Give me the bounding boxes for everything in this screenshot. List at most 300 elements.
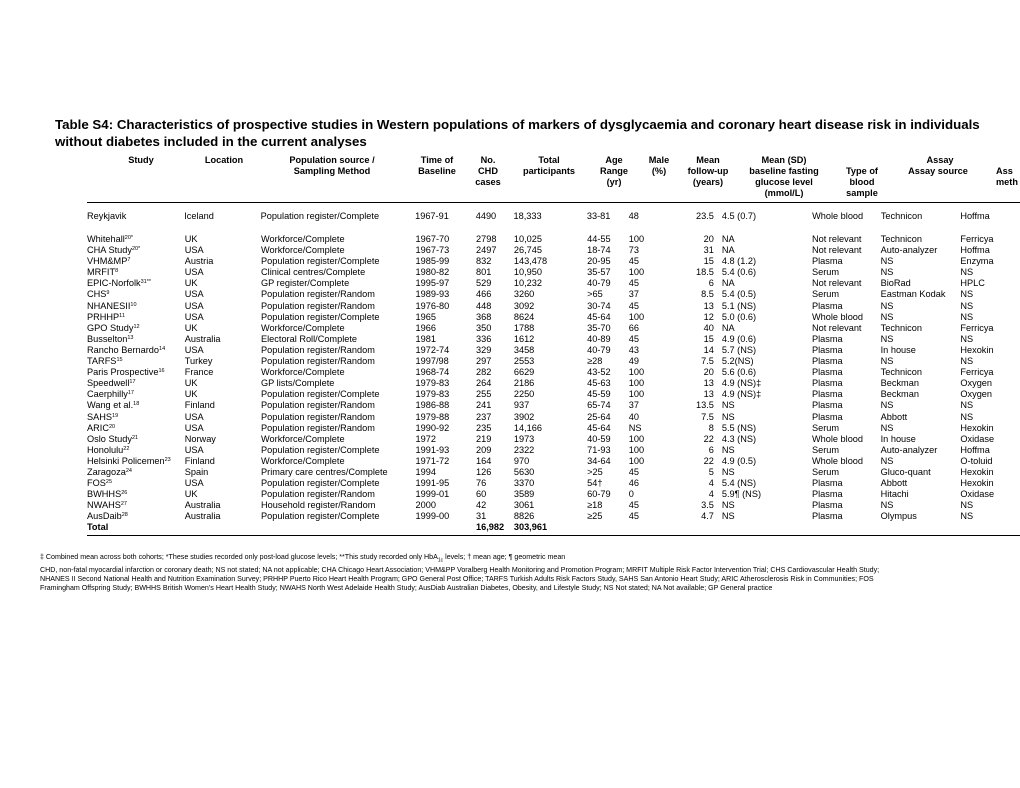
cell-total: 2250 xyxy=(513,389,535,400)
cell-location: UK xyxy=(184,278,198,289)
cell-chd: 241 xyxy=(476,400,492,411)
cell-chd: 801 xyxy=(476,267,492,278)
cell-total: 5630 xyxy=(513,466,535,477)
cell-chd: 2497 xyxy=(476,245,497,256)
cell-age: 18-74 xyxy=(587,245,611,256)
cell-followup: 13 xyxy=(703,389,714,400)
cell-study: $VHM\&MP^7$ xyxy=(87,256,131,267)
cell-age: 60-79 xyxy=(587,489,611,500)
cell-time: 1991-95 xyxy=(415,478,450,489)
cell-population: Electoral Roll/Complete xyxy=(261,333,358,344)
footnotes xyxy=(40,553,1015,594)
cell-study: NHANESII$^{10}$ xyxy=(87,300,137,311)
cell-glucose: 5.9¶ (NS) xyxy=(721,489,762,500)
cell-population: Population register/Complete xyxy=(261,256,380,267)
cell-glucose: NS xyxy=(721,411,735,422)
cell-source: In house xyxy=(880,344,916,355)
cell-population: Population register/Complete xyxy=(261,478,380,489)
cell-source: Beckman xyxy=(880,378,919,389)
cell-study: NWAHS$^{27}$ xyxy=(87,500,127,511)
header-study: Study xyxy=(128,155,154,165)
cell-time: 1999-00 xyxy=(415,511,450,522)
cell-chd: 219 xyxy=(476,433,492,444)
cell-glucose: 5.4 (0.5) xyxy=(721,289,757,300)
empty-cell xyxy=(881,522,961,533)
cell-male: 100 xyxy=(628,389,645,400)
cell-followup: 13 xyxy=(703,300,714,311)
cell-population: Primary care centres/Complete xyxy=(261,466,388,477)
cell-time: 1965 xyxy=(415,311,436,322)
cell-location: USA xyxy=(184,289,204,300)
cell-chd: 31 xyxy=(476,511,487,522)
cell-total: 1612 xyxy=(513,333,535,344)
cell-population: Population register/Complete xyxy=(260,211,380,221)
empty-cell xyxy=(416,522,477,533)
cell-source: Olympus xyxy=(880,511,917,522)
cell-study: Rancho Bernardo$^{14}$ xyxy=(87,344,166,355)
table-row xyxy=(87,334,1020,345)
cell-glucose: NS xyxy=(721,500,735,511)
cell-male: 45 xyxy=(628,511,640,522)
cell-age: 44-55 xyxy=(587,234,611,244)
cell-male: 46 xyxy=(628,478,640,489)
cell-age: >25 xyxy=(587,466,603,477)
studies-table xyxy=(87,234,1020,534)
footnote-abbreviations-1: CHD, non-fatal myocardial infarction or coronary death; NS not stated; NA not applicable; CHA Chicago Heart Association; VHM&PP Voralberg Health Monitoring and Promotion Program; MRFIT Multiple Risk Factor Intervention Trial; CHS Cardiovascular Health Study; xyxy=(40,565,880,574)
cell-location: UK xyxy=(184,378,198,389)
table-row xyxy=(87,500,1020,511)
cell-followup: 15 xyxy=(703,256,714,267)
cell-chd: 297 xyxy=(476,356,492,367)
cell-male: 66 xyxy=(628,322,640,333)
cell-total: 970 xyxy=(513,455,530,466)
cell-time: 1995-97 xyxy=(415,278,450,289)
table-row xyxy=(87,489,1020,500)
cell-age: 40-79 xyxy=(587,278,611,289)
cell-glucose: 5.0 (0.6) xyxy=(721,311,757,322)
cell-male: 45 xyxy=(628,466,640,477)
cell-method: Hoffma xyxy=(960,245,990,256)
cell-study: Wang et al.$^{18}$ xyxy=(87,400,140,411)
cell-total: 6629 xyxy=(513,367,535,378)
cell-chd: 209 xyxy=(476,444,492,455)
cell-male: 45 xyxy=(628,333,640,344)
cell-total: 1973 xyxy=(513,433,535,444)
cell-method: Hoffma xyxy=(960,444,990,455)
cell-location: USA xyxy=(184,344,204,355)
header-total-participants: Total participants xyxy=(522,155,576,176)
cell-total: 3260 xyxy=(513,289,535,300)
cell-type: Plasma xyxy=(811,389,843,400)
cell-source: NS xyxy=(880,500,894,511)
cell-total: 2186 xyxy=(513,378,535,389)
cell-time: 1997/98 xyxy=(415,356,449,367)
table-row-reykjavik xyxy=(87,211,1020,222)
cell-total: 8826 xyxy=(513,511,535,522)
cell-followup: 23.5 xyxy=(695,211,714,221)
empty-cell xyxy=(812,522,881,533)
cell-study: PRHHP$^{11}$ xyxy=(87,311,125,322)
cell-time: 1991-93 xyxy=(415,444,450,455)
cell-type: Whole blood xyxy=(811,311,864,322)
cell-study: Helsinki Policemen$^{23}$ xyxy=(87,455,171,466)
cell-method: O-toluid xyxy=(960,455,993,466)
cell-male: 37 xyxy=(628,289,640,300)
cell-male: 100 xyxy=(628,267,645,278)
header-chd-cases: No. CHD cases xyxy=(475,155,501,187)
cell-age: 43-52 xyxy=(587,367,611,378)
cell-glucose: 5.1 (NS) xyxy=(721,300,757,311)
cell-study: MRFIT$^8$ xyxy=(87,267,119,278)
table-row xyxy=(87,511,1020,522)
cell-method: NS xyxy=(960,333,974,344)
cell-age: 40-79 xyxy=(587,344,611,355)
cell-location: Australia xyxy=(184,511,221,522)
cell-source: Technicon xyxy=(880,211,923,221)
cell-population: Population register/Random xyxy=(261,300,375,311)
cell-age: 71-93 xyxy=(587,444,611,455)
table-row xyxy=(87,267,1020,278)
table-row xyxy=(87,412,1020,423)
table-row xyxy=(87,234,1020,245)
cell-method: Hexokin xyxy=(960,466,994,477)
cell-location: Finland xyxy=(184,455,215,466)
cell-glucose: 5.4 (NS) xyxy=(721,478,757,489)
cell-followup: 5 xyxy=(708,466,714,477)
table-row xyxy=(87,478,1020,489)
cell-time: 1972-74 xyxy=(415,344,450,355)
cell-time: 1966 xyxy=(415,322,436,333)
cell-location: Australia xyxy=(184,500,221,511)
cell-method: Ferricya xyxy=(960,367,994,378)
cell-glucose: NA xyxy=(721,245,735,256)
cell-followup: 3.5 xyxy=(701,500,714,511)
cell-source: NS xyxy=(880,300,894,311)
table-row xyxy=(87,434,1020,445)
table-row xyxy=(87,278,1020,289)
cell-time: 1981 xyxy=(415,333,436,344)
cell-male: 40 xyxy=(628,411,640,422)
cell-time: 1999-01 xyxy=(415,489,450,500)
cell-method: Hexokin xyxy=(960,344,994,355)
cell-population: Population register/Complete xyxy=(261,511,380,522)
cell-followup: 6 xyxy=(708,278,714,289)
cell-followup: 4.7 xyxy=(701,511,714,522)
cell-population: Workforce/Complete xyxy=(261,245,345,256)
table-row xyxy=(87,367,1020,378)
cell-time: 1968-74 xyxy=(415,367,450,378)
cell-type: Serum xyxy=(811,444,840,455)
cell-location: USA xyxy=(184,267,204,278)
cell-population: Population register/Random xyxy=(261,411,375,422)
cell-glucose: NS xyxy=(721,511,735,522)
cell-male: 100 xyxy=(628,444,645,455)
table-row xyxy=(87,256,1020,267)
cell-age: 40-89 xyxy=(587,333,611,344)
cell-source: In house xyxy=(880,433,916,444)
cell-location: France xyxy=(184,367,214,378)
cell-age: 25-64 xyxy=(587,411,611,422)
cell-followup: 40 xyxy=(703,322,714,333)
header-assay-source: Assay source xyxy=(908,166,968,176)
cell-glucose: 4.8 (1.2) xyxy=(721,256,757,267)
total-chd: 16,982 xyxy=(476,522,505,533)
cell-total: 143,478 xyxy=(513,256,548,267)
cell-location: USA xyxy=(184,411,204,422)
cell-type: Plasma xyxy=(811,344,843,355)
cell-total: 10,950 xyxy=(513,267,542,278)
table-row xyxy=(87,301,1020,312)
cell-followup: 7.5 xyxy=(701,356,714,367)
cell-type: Plasma xyxy=(811,356,843,367)
cell-type: Plasma xyxy=(811,511,843,522)
cell-population: Population register/Complete xyxy=(261,389,380,400)
cell-chd: 164 xyxy=(476,455,492,466)
table-row xyxy=(87,467,1020,478)
cell-followup: 20 xyxy=(703,367,714,378)
cell-source: Auto-analyzer xyxy=(880,444,938,455)
cell-population: Workforce/Complete xyxy=(261,234,345,244)
cell-age: >65 xyxy=(587,289,603,300)
cell-chd: 282 xyxy=(476,367,492,378)
cell-male: 43 xyxy=(628,344,640,355)
cell-glucose: NA xyxy=(721,234,735,244)
table-row xyxy=(87,245,1020,256)
total-label: Total xyxy=(87,522,109,533)
cell-male: 48 xyxy=(628,211,639,221)
cell-male: 49 xyxy=(628,356,640,367)
cell-source: NS xyxy=(880,333,894,344)
cell-time: 1994 xyxy=(415,466,436,477)
footnote-abbreviations-2: NHANES II Second National Health and Nutrition Examination Survey; PRHHP Puerto Rico Heart Health Program; GPO General Post Office; TARFS Turkish Adults Risk Factors Study, SAHS San Antonio Heart Study; ARIC Atherosclerosis Risk in Communities; FOS xyxy=(40,575,874,583)
cell-followup: 13.5 xyxy=(695,400,714,411)
cell-chd: 60 xyxy=(476,489,487,500)
cell-location: Austria xyxy=(184,256,214,267)
table-row xyxy=(87,456,1020,467)
cell-method: NS xyxy=(960,500,974,511)
cell-chd: 448 xyxy=(476,300,492,311)
cell-location: USA xyxy=(184,311,204,322)
cell-study: ARIC$^{20}$ xyxy=(87,422,116,433)
cell-source: Beckman xyxy=(880,389,919,400)
cell-time: 1986-88 xyxy=(415,400,450,411)
cell-source: Technicon xyxy=(880,367,922,378)
cell-source: Gluco-quant xyxy=(880,466,931,477)
cell-total: 10,025 xyxy=(513,234,542,244)
cell-chd: 336 xyxy=(476,333,492,344)
cell-male: 100 xyxy=(628,367,645,378)
cell-age: 65-74 xyxy=(587,400,611,411)
table-row xyxy=(87,345,1020,356)
cell-location: USA xyxy=(184,422,204,433)
cell-population: GP register/Complete xyxy=(261,278,350,289)
cell-method: Oxygen xyxy=(960,389,993,400)
cell-followup: 22 xyxy=(703,455,714,466)
cell-followup: 31 xyxy=(703,245,714,256)
cell-total: 14,166 xyxy=(513,422,542,433)
cell-location: USA xyxy=(184,478,204,489)
cell-study: GPO Study$^{12}$ xyxy=(87,322,140,333)
cell-type: Plasma xyxy=(811,333,843,344)
table-row xyxy=(87,312,1020,323)
cell-study: Speedwell$^{17}$ xyxy=(87,378,136,389)
cell-population: Population register/Random xyxy=(261,289,375,300)
cell-source: NS xyxy=(880,267,894,278)
cell-chd: 832 xyxy=(476,256,492,267)
header-rule xyxy=(87,202,1020,203)
cell-type: Serum xyxy=(811,422,840,433)
cell-followup: 4 xyxy=(708,489,714,500)
cell-location: USA xyxy=(184,300,204,311)
cell-method: Hexokin xyxy=(960,478,994,489)
cell-time: 1976-80 xyxy=(415,300,450,311)
empty-cell xyxy=(261,522,416,533)
cell-population: Population register/Random xyxy=(261,422,375,433)
cell-source: NS xyxy=(880,311,894,322)
cell-total: 3370 xyxy=(513,478,535,489)
cell-method: Hoffma xyxy=(960,211,990,221)
cell-time: 1967-70 xyxy=(415,234,450,244)
cell-glucose: 4.5 (0.7) xyxy=(721,211,757,221)
cell-method: Ferricya xyxy=(960,322,994,333)
empty-cell xyxy=(960,522,1020,533)
cell-time: 1967-73 xyxy=(415,245,450,256)
cell-chd: 368 xyxy=(476,311,492,322)
cell-source: NS xyxy=(880,400,894,411)
total-participants: 303,961 xyxy=(513,522,548,533)
cell-chd: 237 xyxy=(476,411,492,422)
empty-cell xyxy=(722,522,812,533)
table-row xyxy=(87,378,1020,389)
cell-male: 45 xyxy=(628,500,640,511)
cell-chd: 350 xyxy=(476,322,492,333)
cell-chd: 126 xyxy=(476,466,492,477)
cell-total: 3061 xyxy=(513,500,535,511)
cell-glucose: NA xyxy=(721,322,735,333)
cell-source: Technicon xyxy=(880,322,922,333)
cell-male: 100 xyxy=(628,378,645,389)
cell-source: NS xyxy=(880,422,894,433)
header-age-range: Age Range (yr) xyxy=(599,155,629,187)
cell-glucose: 5.4 (0.6) xyxy=(721,267,757,278)
cell-type: Whole blood xyxy=(811,455,864,466)
cell-age: 34-64 xyxy=(587,455,611,466)
cell-followup: 20 xyxy=(703,234,714,244)
cell-glucose: 4.9 (NS)‡ xyxy=(721,378,762,389)
cell-chd: 76 xyxy=(476,478,487,489)
cell-method: Oxidase xyxy=(960,433,995,444)
cell-glucose: NS xyxy=(721,400,735,411)
total-row xyxy=(87,522,1020,533)
cell-male: 100 xyxy=(628,311,645,322)
header-male-percent: Male (%) xyxy=(648,155,670,176)
header-assay-group: Assay xyxy=(926,155,954,165)
cell-male: 100 xyxy=(628,433,645,444)
empty-cell xyxy=(629,522,690,533)
cell-method: NS xyxy=(960,511,974,522)
header-type-of-blood-sample: Type of blood sample xyxy=(846,166,878,198)
cell-age: 40-59 xyxy=(587,433,611,444)
cell-study: Whitehall$^{20*}$ xyxy=(87,234,134,244)
header-baseline-glucose: Mean (SD) baseline fasting glucose level (mmol/L) xyxy=(749,155,819,198)
cell-total: 10,232 xyxy=(513,278,542,289)
cell-followup: 22 xyxy=(703,433,714,444)
cell-population: Population register/Random xyxy=(261,400,375,411)
cell-time: 1979-83 xyxy=(415,389,450,400)
cell-source: NS xyxy=(880,356,894,367)
cell-location: UK xyxy=(184,234,198,244)
cell-method: Oxygen xyxy=(960,378,993,389)
footnote-abbreviations-3: Framingham Offspring Study; BWHHS British Women’s Heart Health Study; NWAHS North West Adelaide Health Study; AusDiab Australian Diabetes, Obesity, and Lifestyle Study; NS Not stated; NA Not available; GP General practice xyxy=(40,584,773,593)
cell-type: Plasma xyxy=(811,378,843,389)
cell-time: 1972 xyxy=(415,433,436,444)
cell-location: UK xyxy=(184,322,198,333)
cell-method: NS xyxy=(960,411,974,422)
cell-glucose: 4.3 (NS) xyxy=(721,433,757,444)
cell-type: Plasma xyxy=(811,500,843,511)
cell-type: Not relevant xyxy=(811,234,862,244)
empty-cell xyxy=(185,522,261,533)
cell-location: Spain xyxy=(184,466,209,477)
cell-followup: 12 xyxy=(703,311,714,322)
cell-method: NS xyxy=(960,267,974,278)
cell-study: CHS$^9$ xyxy=(87,289,110,300)
cell-time: 1979-88 xyxy=(415,411,450,422)
cell-location: Australia xyxy=(184,333,221,344)
cell-population: Household register/Random xyxy=(261,500,376,511)
cell-followup: 6 xyxy=(708,444,714,455)
cell-population: Population register/Random xyxy=(261,356,375,367)
cell-location: USA xyxy=(184,444,204,455)
cell-male: 100 xyxy=(628,234,645,244)
header-time-of-baseline: Time of Baseline xyxy=(418,155,456,176)
cell-type: Plasma xyxy=(811,489,843,500)
cell-chd: 42 xyxy=(476,500,487,511)
cell-total: 3092 xyxy=(513,300,535,311)
cell-location: Finland xyxy=(184,400,215,411)
cell-method: NS xyxy=(960,300,974,311)
cell-study: Oslo Study$^{21}$ xyxy=(87,433,139,444)
cell-male: 0 xyxy=(628,489,634,500)
cell-type: Plasma xyxy=(811,411,843,422)
cell-chd: 529 xyxy=(476,278,492,289)
cell-followup: 13 xyxy=(703,378,714,389)
cell-followup: 8.5 xyxy=(701,289,714,300)
cell-source: Hitachi xyxy=(880,489,909,500)
cell-time: 1990-92 xyxy=(415,422,450,433)
cell-time: 1989-93 xyxy=(415,289,450,300)
cell-study: AusDaib$^{28}$ xyxy=(87,511,128,522)
cell-total: 1788 xyxy=(513,322,535,333)
cell-study: CHA Study$^{20*}$ xyxy=(87,245,141,256)
cell-chd: 466 xyxy=(476,289,492,300)
cell-time: 1971-72 xyxy=(415,455,450,466)
cell-total: 26,745 xyxy=(513,245,542,256)
cell-study: Busselton$^{13}$ xyxy=(87,333,134,344)
cell-type: Not relevant xyxy=(811,278,862,289)
cell-type: Serum xyxy=(811,267,840,278)
total-rule xyxy=(87,535,1020,536)
cell-total: 2553 xyxy=(513,356,535,367)
cell-type: Not relevant xyxy=(811,245,862,256)
cell-location: Iceland xyxy=(184,211,214,221)
table-row xyxy=(87,423,1020,434)
cell-method: NS xyxy=(960,400,974,411)
cell-method: NS xyxy=(960,356,974,367)
cell-chd: 235 xyxy=(476,422,492,433)
cell-location: USA xyxy=(184,245,204,256)
cell-source: Eastman Kodak xyxy=(880,289,946,300)
